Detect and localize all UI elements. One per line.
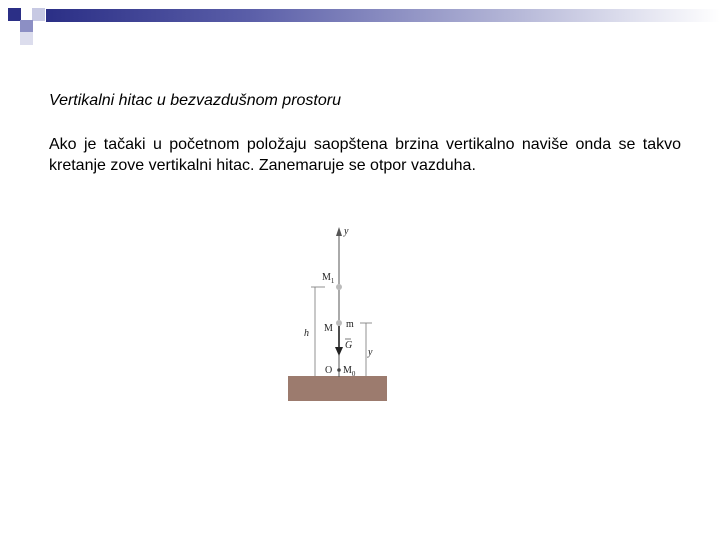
gravity-arrow-head [335, 347, 343, 356]
point-m1-label: $M_1$ [322, 272, 335, 285]
height-label: h [304, 328, 309, 339]
header-gradient-bar [46, 9, 720, 22]
decor-square [32, 8, 45, 21]
origin-dot [337, 368, 341, 372]
slide-title: Vertikalni hitac u bezvazdušnom prostoru [49, 92, 341, 109]
force-label: G [345, 340, 353, 351]
ground-block [288, 376, 387, 401]
origin-label: O [325, 365, 333, 376]
point-m-dot [336, 320, 342, 326]
slide-paragraph: Ako je tačaki u početnom položaju saopštena brzina vertikalno naviše onda se takvo kretanje zove vertikalni hitac. Zanemaruje se otpor vazduha. [49, 136, 681, 174]
vertical-throw-diagram [280, 220, 400, 405]
y-axis-arrow [336, 227, 342, 236]
decor-square [20, 32, 33, 45]
distance-label: y [368, 347, 373, 358]
y-axis-label: y [344, 226, 349, 237]
point-m0-label: $M_0$ [343, 365, 356, 378]
mass-label: m [346, 319, 354, 330]
point-m-label: M [324, 323, 333, 334]
point-m1-dot [336, 284, 342, 290]
slide-decoration [0, 0, 720, 48]
